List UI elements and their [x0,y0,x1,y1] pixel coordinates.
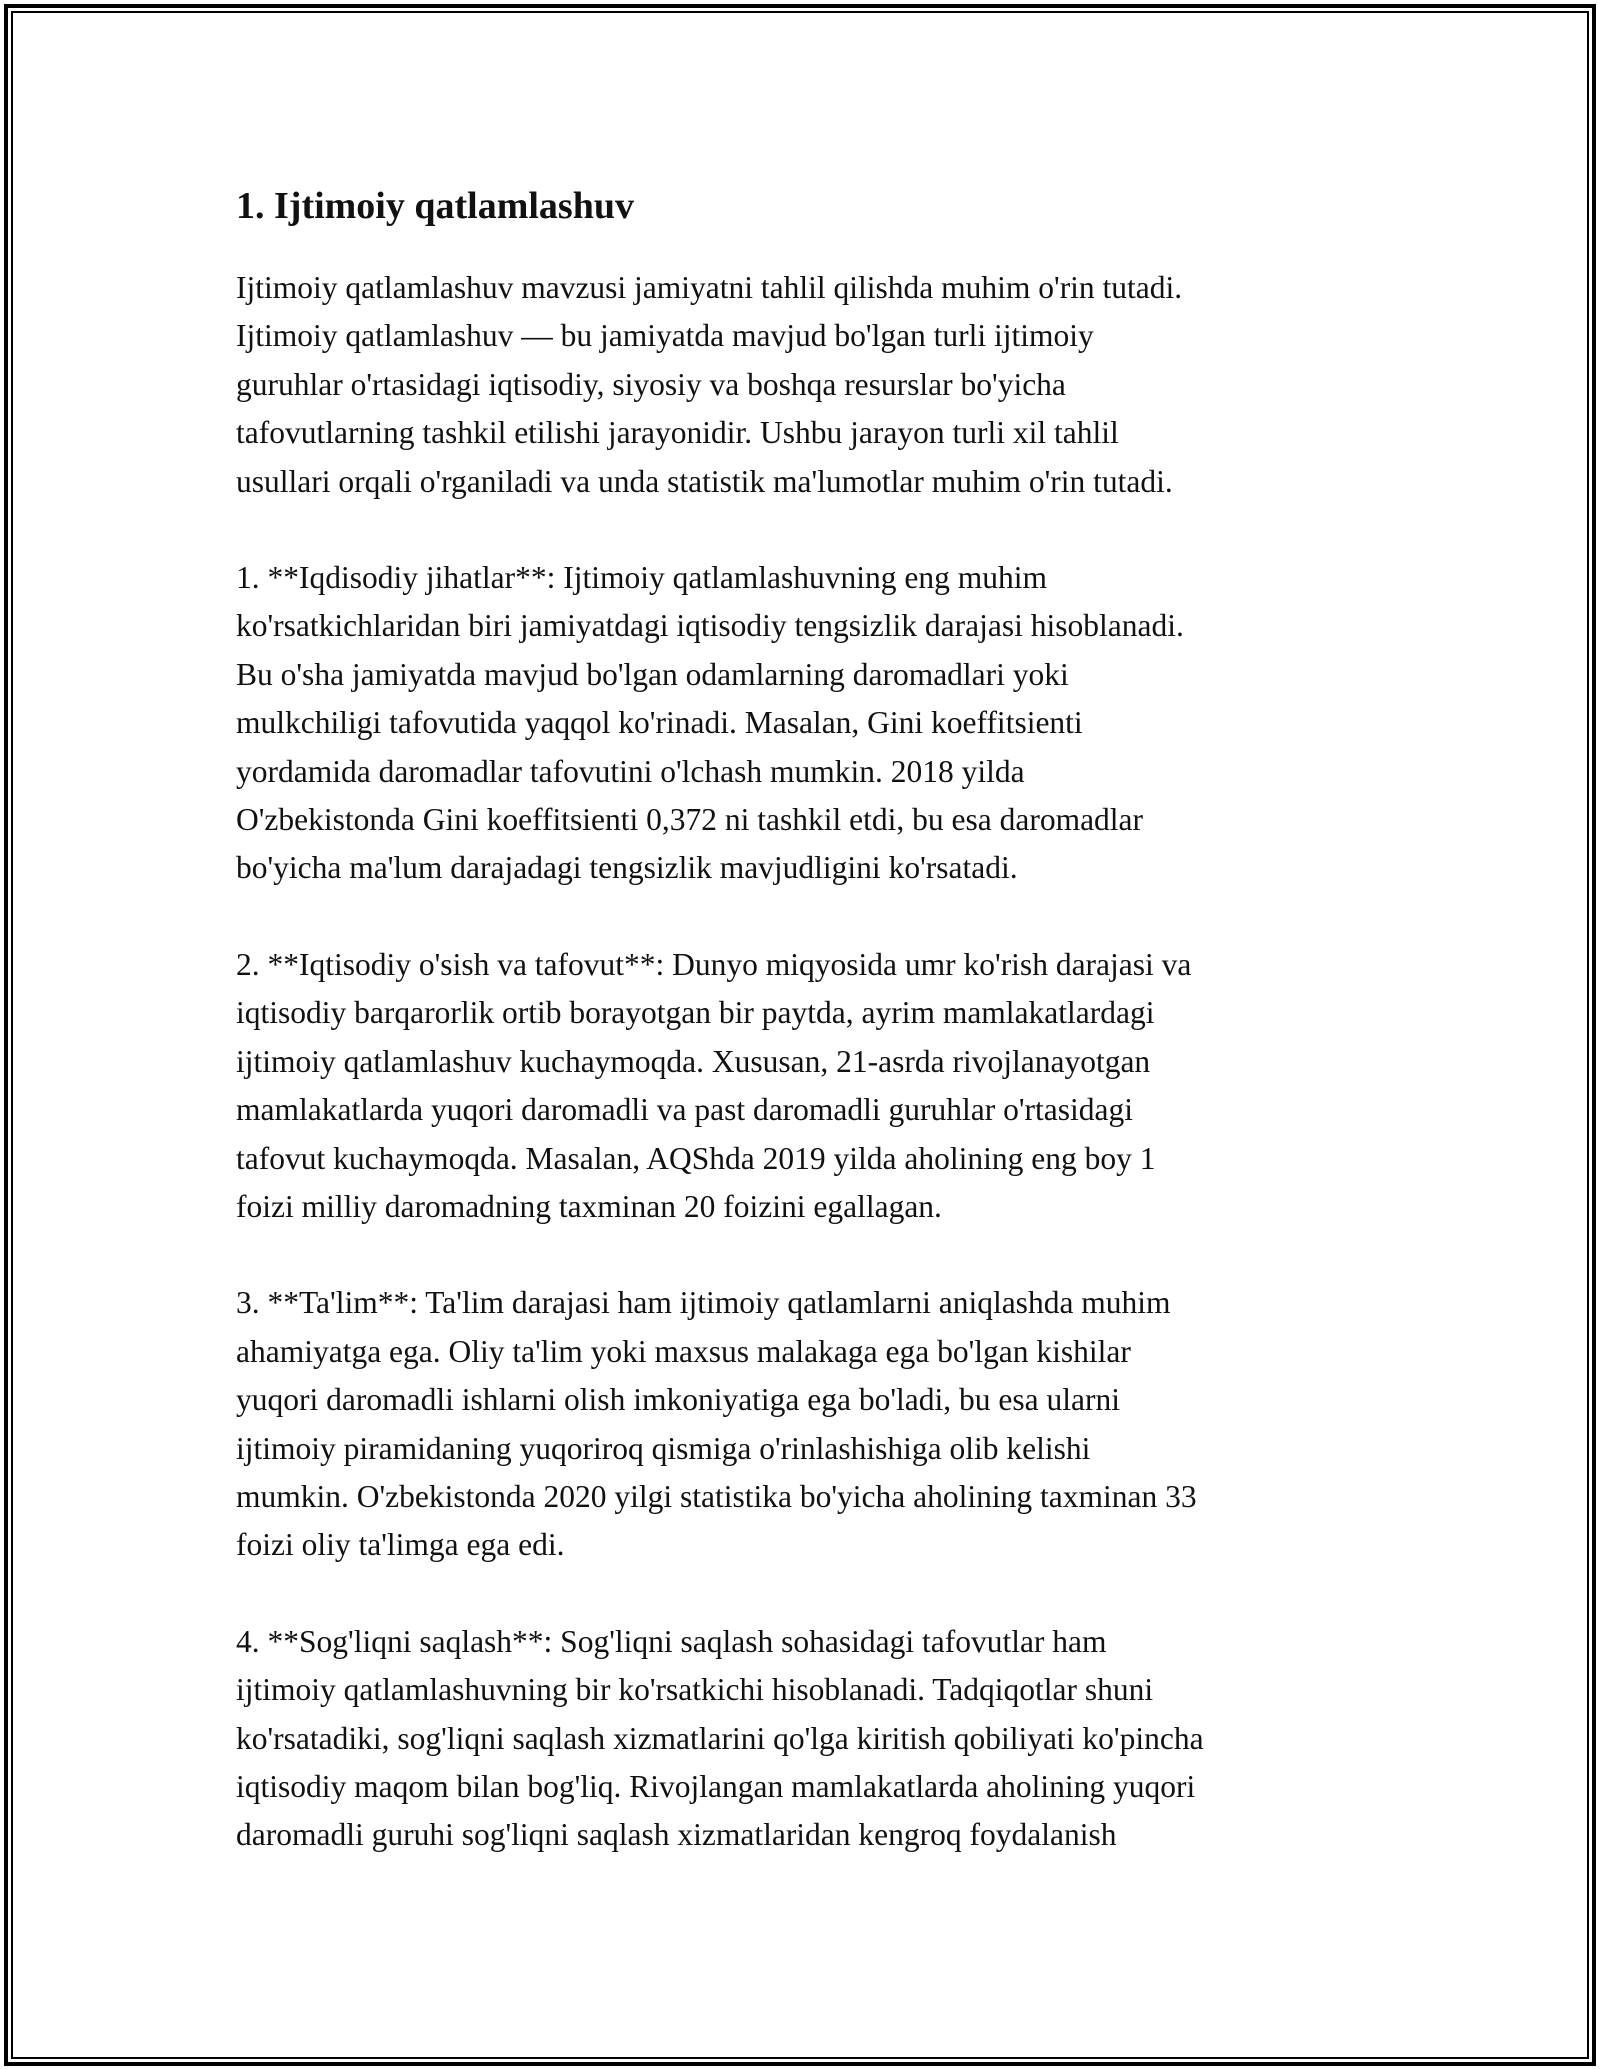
text-line: foizi oliy ta'limga ega edi. [236,1527,565,1563]
document-body [236,182,1376,1908]
text-line: ijtimoiy qatlamlashuvning bir ko'rsatkichi hisoblanadi. Tadqiqotlar shuni [236,1672,1154,1708]
economic-growth-paragraph [236,941,1376,1231]
text-line: bo'yicha ma'lum darajadagi tengsizlik mavjudligini ko'rsatadi. [236,850,1018,886]
intro-paragraph [236,264,1376,506]
text-line: Ijtimoiy qatlamlashuv mavzusi jamiyatni tahlil qilishda muhim o'rin tutadi. [236,270,1183,305]
education-paragraph [236,1279,1376,1569]
section-heading: 1. Ijtimoiy qatlamlashuv [236,185,634,227]
text-line: ko'rsatadiki, sog'liqni saqlash xizmatlarini qo'lga kiritish qobiliyati ko'pincha [236,1720,1204,1756]
text-line: foizi milliy daromadning taxminan 20 foizini egallagan. [236,1188,942,1224]
text-line: yordamida daromadlar tafovutini o'lchash mumkin. 2018 yilda [236,753,1025,789]
text-line: Bu o'sha jamiyatda mavjud bo'lgan odamlarning daromadlari yoki [236,656,1069,692]
text-line: mamlakatlarda yuqori daromadli va past daromadli guruhlar o'rtasidagi [236,1092,1134,1128]
text-line: iqtisodiy barqarorlik ortib borayotgan bir paytda, ayrim mamlakatlardagi [236,995,1155,1031]
text-line: ko'rsatkichlaridan biri jamiyatdagi iqtisodiy tengsizlik darajasi hisoblanadi. [236,608,1184,644]
text-line: guruhlar o'rtasidagi iqtisodiy, siyosiy va boshqa resurslar bo'yicha [236,366,1066,402]
healthcare-paragraph [236,1618,1376,1860]
text-line: ijtimoiy qatlamlashuv kuchaymoqda. Xususan, 21-asrda rivojlanayotgan [236,1043,1151,1079]
text-line: Ijtimoiy qatlamlashuv — bu jamiyatda mavjud bo'lgan turli ijtimoiy [236,318,1094,354]
text-line: iqtisodiy maqom bilan bog'liq. Rivojlangan mamlakatlarda aholining yuqori [236,1768,1196,1804]
economic-aspects-paragraph [236,554,1376,893]
text-line: daromadli guruhi sog'liqni saqlash xizmatlaridan kengroq foydalanish [236,1817,1117,1853]
text-line: usullari orqali o'rganiladi va unda statistik ma'lumotlar muhim o'rin tutadi. [236,463,1173,499]
text-line: mumkin. O'zbekistonda 2020 yilgi statistika bo'yicha aholining taxminan 33 [236,1478,1197,1514]
text-line: yuqori daromadli ishlarni olish imkoniyatiga ega bo'ladi, bu esa ularni [236,1382,1120,1418]
text-line: 1. **Iqdisodiy jihatlar**: Ijtimoiy qatlamlashuvning eng muhim [236,560,1048,596]
text-line: 3. **Ta'lim**: Ta'lim darajasi ham ijtimoiy qatlamlarni aniqlashda muhim [236,1285,1171,1321]
text-line: tafovut kuchaymoqda. Masalan, AQShda 2019 yilda aholining eng boy 1 [236,1140,1156,1176]
text-line: tafovutlarning tashkil etilishi jarayonidir. Ushbu jarayon turli xil tahlil [236,415,1119,451]
text-line: 2. **Iqtisodiy o'sish va tafovut**: Dunyo miqyosida umr ko'rish darajasi va [236,946,1192,982]
text-line: 4. **Sog'liqni saqlash**: Sog'liqni saqlash sohasidagi tafovutlar ham [236,1623,1107,1659]
text-line: ijtimoiy piramidaning yuqoriroq qismiga o'rinlashishiga olib kelishi [236,1430,1091,1466]
text-line: O'zbekistonda Gini koeffitsienti 0,372 ni tashkil etdi, bu esa daromadlar [236,802,1144,838]
text-line: ahamiyatga ega. Oliy ta'lim yoki maxsus malakaga ega bo'lgan kishilar [236,1333,1131,1369]
text-line: mulkchiligi tafovutida yaqqol ko'rinadi. Masalan, Gini koeffitsienti [236,705,1083,741]
